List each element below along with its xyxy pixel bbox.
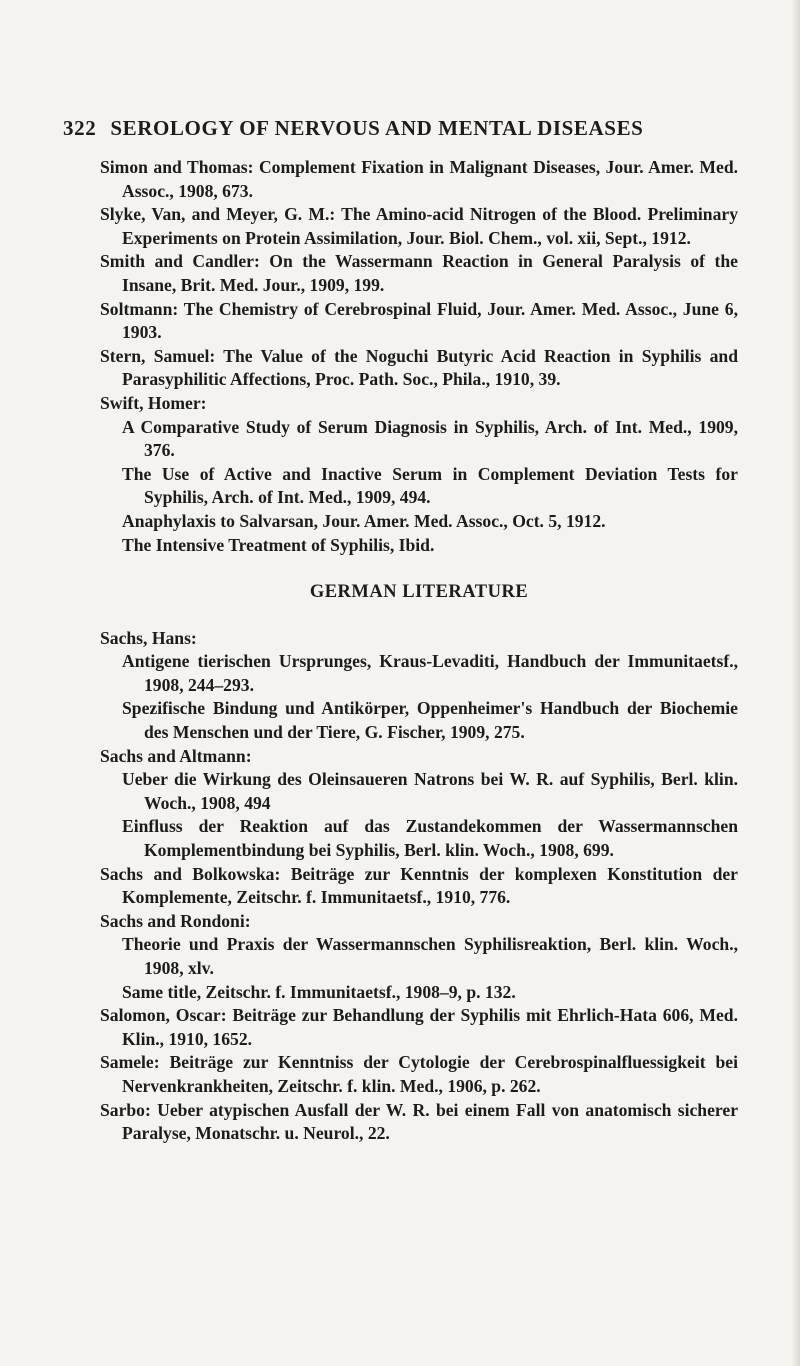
page-number: 322	[63, 116, 97, 140]
bibliography-entry: Sachs and Bolkowska: Beiträge zur Kenntnis der komplexen Konstitution der Komplemente, Zeitschr. f. Immunitaetsf., 1910, 776.	[100, 863, 738, 908]
bibliography-subentry: Ueber die Wirkung des Oleinsaueren Natrons bei W. R. auf Syphilis, Berl. klin. Woch., 1908, 494	[122, 769, 738, 813]
running-title: SEROLOGY OF NERVOUS AND MENTAL DISEASES	[110, 116, 644, 140]
bibliography-subentry: The Intensive Treatment of Syphilis, Ibid.	[122, 534, 435, 555]
bibliography-entry: Samele: Beiträge zur Kenntniss der Cytologie der Cerebrospinalfluessigkeit bei Nervenkrankheiten, Zeitschr. f. klin. Med., 1906, p. 262.	[100, 1052, 738, 1096]
bibliography-subentry: Same title, Zeitschr. f. Immunitaetsf., 1908–9, p. 132.	[122, 981, 516, 1002]
bibliography	[100, 156, 738, 1146]
bibliography-subentry: A Comparative Study of Serum Diagnosis in Syphilis, Arch. of Int. Med., 1909, 376.	[122, 416, 738, 461]
author-heading: Sachs and Altmann:	[100, 745, 252, 766]
bibliography-entry: Soltmann: The Chemistry of Cerebrospinal Fluid, Jour. Amer. Med. Assoc., June 6, 1903.	[100, 298, 738, 343]
bibliography-entry: Slyke, Van, and Meyer, G. M.: The Amino-acid Nitrogen of the Blood. Preliminary Experiments on Protein Assimilation, Jour. Biol. Chem., vol. xii, Sept., 1912.	[100, 204, 738, 248]
page-edge	[792, 0, 800, 1366]
bibliography-entry: Sarbo: Ueber atypischen Ausfall der W. R. bei einem Fall von anatomisch sicherer Paralyse, Monatschr. u. Neurol., 22.	[100, 1099, 738, 1144]
running-head	[63, 116, 763, 141]
bibliography-subentry: Anaphylaxis to Salvarsan, Jour. Amer. Med. Assoc., Oct. 5, 1912.	[122, 510, 606, 531]
bibliography-entry: Simon and Thomas: Complement Fixation in Malignant Diseases, Jour. Amer. Med. Assoc., 1908, 673.	[100, 157, 738, 201]
author-heading: Swift, Homer:	[100, 392, 207, 413]
bibliography-entry: Stern, Samuel: The Value of the Noguchi Butyric Acid Reaction in Syphilis and Parasyphilitic Affections, Proc. Path. Soc., Phila., 1910, 39.	[100, 345, 738, 390]
bibliography-subentry: Spezifische Bindung und Antikörper, Oppenheimer's Handbuch der Biochemie des Menschen und der Tiere, G. Fischer, 1909, 275.	[122, 698, 738, 743]
author-heading: Sachs and Rondoni:	[100, 910, 251, 931]
bibliography-entry: Salomon, Oscar: Beiträge zur Behandlung der Syphilis mit Ehrlich-Hata 606, Med. Klin., 1910, 1652.	[100, 1005, 738, 1049]
bibliography-subentry: Theorie und Praxis der Wassermannschen Syphilisreaktion, Berl. klin. Woch., 1908, xlv.	[122, 934, 738, 978]
section-heading: GERMAN LITERATURE	[309, 582, 529, 603]
author-heading: Sachs, Hans:	[100, 627, 197, 648]
bibliography-entry: Smith and Candler: On the Wassermann Reaction in General Paralysis of the Insane, Brit. Med. Jour., 1909, 199.	[100, 251, 738, 295]
bibliography-subentry: Antigene tierischen Ursprunges, Kraus-Levaditi, Handbuch der Immunitaetsf., 1908, 244–293.	[122, 651, 738, 695]
bibliography-subentry: The Use of Active and Inactive Serum in Complement Deviation Tests for Syphilis, Arch. of Int. Med., 1909, 494.	[122, 463, 738, 508]
bibliography-subentry: Einfluss der Reaktion auf das Zustandekommen der Wassermannschen Komplementbindung bei Syphilis, Berl. klin. Woch., 1908, 699.	[122, 816, 738, 861]
